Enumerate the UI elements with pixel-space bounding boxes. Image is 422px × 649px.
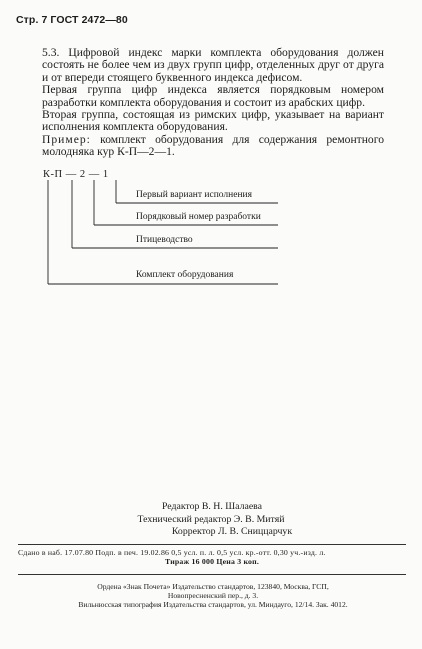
- diagram-label-variant: Первый вариант исполнения: [136, 190, 252, 200]
- diagram-code: К-П — 2 — 1: [43, 169, 109, 180]
- paragraph-second-group: Вторая группа, состоящая из римских цифр, указывает на вариант исполнения комплекта оборудования.: [42, 108, 384, 134]
- footer-line-3: Вильнюсская типография Издательства стандартов, ул. Миндауго, 12/14. Зак. 4012.: [78, 600, 348, 610]
- imprint-bottom-rule: [18, 574, 406, 575]
- imprint-line-2: Тираж 16 000 Цена 3 коп.: [165, 557, 259, 566]
- paragraph-5-3: 5.3. Цифровой индекс марки комплекта оборудования должен состоять не более чем из двух групп цифр, отделенных друг от друга и от впереди стоящего буквенного индекса дефисом.: [42, 46, 384, 84]
- footer-line-2: Новопресненский пер., д. 3.: [167, 591, 259, 601]
- diagram-label-kit: Комплект оборудования: [136, 270, 234, 280]
- example-text: комплект оборудования для содержания ремонтного молодняка кур К-П—2—1.: [42, 132, 384, 159]
- diagram-label-number: Порядковый номер разработки: [136, 212, 261, 222]
- example-lead: Пример:: [42, 132, 91, 146]
- editors-block: [0, 501, 422, 539]
- editor: Редактор В. Н. Шалаева: [161, 501, 263, 512]
- imprint-block: [18, 548, 406, 566]
- paragraph-first-group: Первая группа цифр индекса является порядковым номером разработки комплекта оборудования и состоит из арабских цифр.: [42, 83, 384, 109]
- page-header: Стр. 7 ГОСТ 2472—80: [16, 14, 128, 26]
- footer-line-1: Ордена «Знак Почета» Издательство стандартов, 123840, Москва, ГСП,: [97, 582, 329, 591]
- imprint-top-rule: [18, 544, 406, 545]
- diagram-label-field: Птицеводство: [136, 235, 193, 245]
- corrector: Корректор Л. В. Сниццарчук: [171, 526, 293, 537]
- technical-editor: Технический редактор Э. В. Митяй: [137, 513, 285, 525]
- code-structure-diagram: [0, 0, 422, 300]
- publisher-footer: [28, 582, 398, 610]
- imprint-line-1: Сдано в наб. 17.07.80 Подп. в печ. 19.02.86 0,5 усл. п. л. 0,5 усл. кр.-отт. 0,30 уч.-изд. л.: [18, 548, 326, 557]
